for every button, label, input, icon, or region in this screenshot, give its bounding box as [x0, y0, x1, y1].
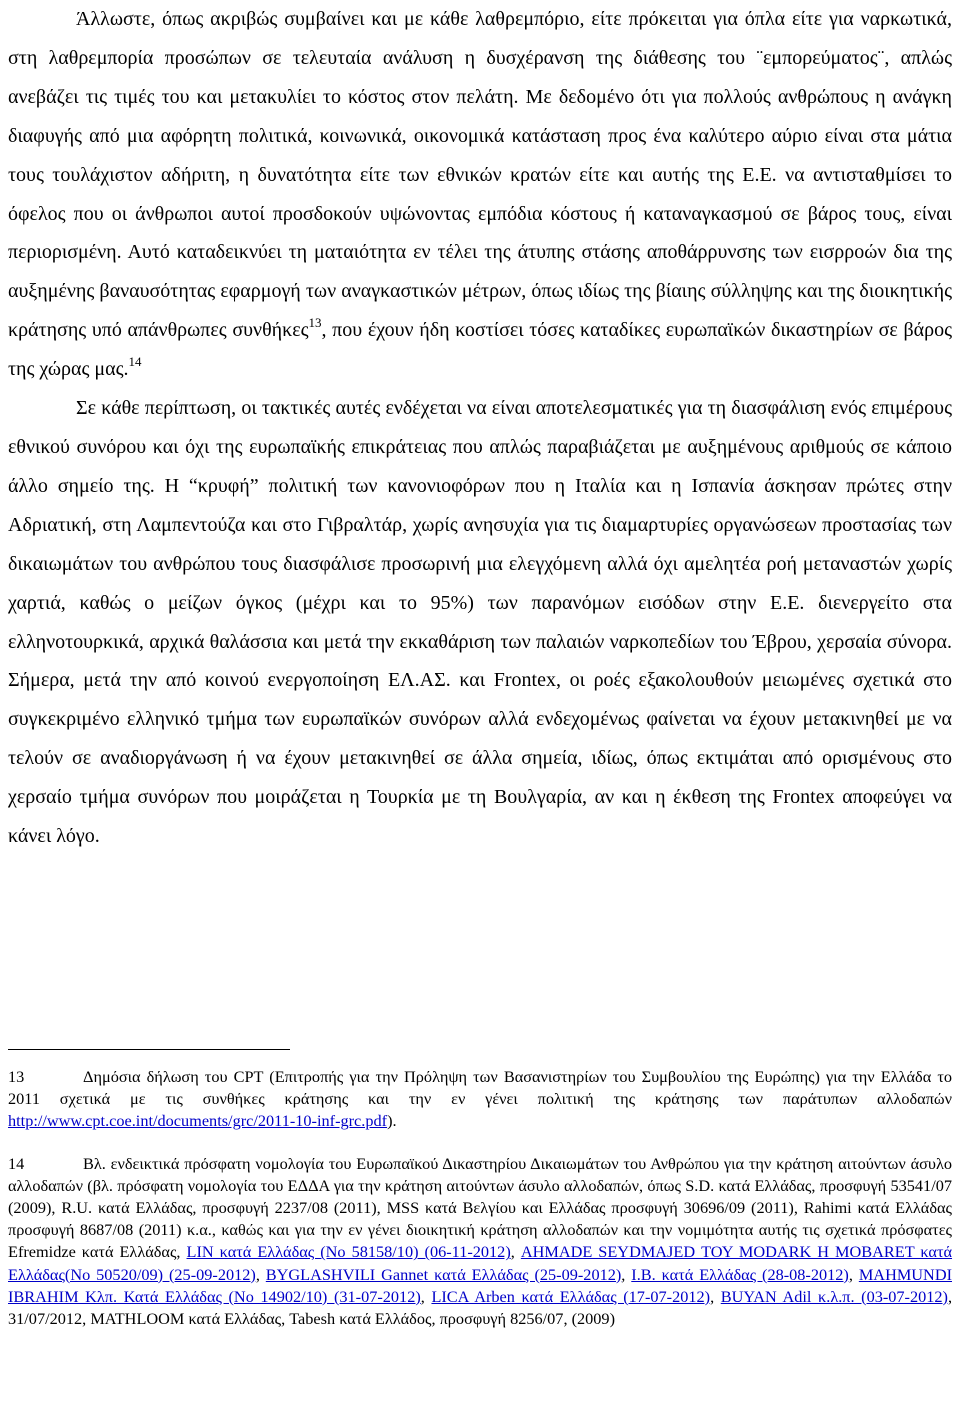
footnote-14-number: 14 [8, 1153, 25, 1173]
footnote-ref-14[interactable]: 14 [128, 354, 142, 370]
paragraph-2: Σε κάθε περίπτωση, οι τακτικές αυτές ενδέχεται να είναι αποτελεσματικές για τη διασφάλιση ενός επιμέρους εθνικού συνόρου και όχι της ευρωπαϊκής επικράτειας που απλώς παραβιάζεται με αυξημένους αριθμούς σε κάποιο άλλο σημείο της. Η “κρυφή” πολιτική των κανονιοφόρων που η Ιταλία και η Ισπανία άσκησαν πρώτες στην Αδριατική, στη Λαμπεντούζα και στο Γιβραλτάρ, χωρίς ανησυχία για τις διαμαρτυρίες οργανώσεων προστασίας των δικαιωμάτων του ανθρώπου τους διασφάλισε προσωρινή μια ελεγχόμενη αλλά όχι αμελητέα ροή μεταναστών χωρίς χαρτιά, καθώς ο μείζων όγκος (μέχρι και το 95%) των παρανόμων εισόδων στην Ε.Ε. διενεργείτο στα ελληνοτουρκικά, αρχικά θαλάσσια και μετά την εκκαθάριση των παλαιών ναρκοπεδίων του Έβρου, χερσαία σύνορα. Σήμερα, μετά την από κοινού ενεργοποίηση ΕΛ.ΑΣ. και Frontex, οι ροές εξακολουθούν μειωμένες σχετικά στο συγκεκριμένο ελληνικό τμήμα των ευρωπαϊκών συνόρων αλλά ενδεχομένως φαίνεται να έχουν μετακινηθεί με να τελούν σε αναδιοργάνωση ή να έχουν μετακινηθεί σε άλλα σημεία, ιδίως, όπως εκτιμάται από ορισμένους στο χερσαίο τμήμα συνόρων που μοιράζεται η Τουρκία με τη Βουλγαρία, αν και η έκθεση της Frontex αποφεύγει να κάνει λόγο. [8, 397, 952, 848]
footnote-14 [8, 1153, 952, 1331]
footnote-13-number: 13 [8, 1067, 25, 1086]
case-link-lin[interactable]: LIN κατά Ελλάδας (Νο 58158/10) (06-11-2012) [186, 1242, 511, 1262]
case-link-mahmundi[interactable]: MAHMUNDI IBRAHIM Κλπ. Κατά Ελλάδας (Νο 14902/10) (31-07-2012) [8, 1264, 952, 1306]
case-link-ib[interactable]: I.B. κατά Ελλάδας (28-08-2012) [631, 1264, 849, 1284]
footnote-14-tail: , 31/07/2012, MATHLOOM κατά Ελλάδας, Tabesh κατά Ελλάδος, προσφυγή 8256/07, (2009) [8, 1286, 953, 1329]
footnote-13-link[interactable]: http://www.cpt.coe.int/documents/grc/2011-10-inf-grc.pdf [8, 1111, 388, 1131]
footnote-ref-13[interactable]: 13 [308, 315, 322, 331]
separator: , [510, 1242, 521, 1262]
case-link-byglashvili[interactable]: BYGLASHVILI Gannet κατά Ελλάδας (25-09-2012) [265, 1264, 622, 1284]
case-link-lica[interactable]: LICA Arben κατά Ελλάδας (17-07-2012) [431, 1286, 711, 1306]
separator: , [848, 1264, 859, 1284]
separator: , [420, 1286, 432, 1306]
footnote-14-text: Βλ. ενδεικτικά πρόσφατη νομολογία του Ευρωπαϊκού Δικαστηρίου Δικαιωμάτων του Ανθρώπου για την κράτηση αιτούντων άσυλο αλλοδαπών (βλ. πρόσφατη νομολογία του ΕΔΔΑ για την κράτηση αιτούντων άσυλο αλλοδαπών, όπως S.D. κατά Ελλάδας, προσφυγή 53541/07 (2009), R.U. κατά Ελλάδας, προσφυγή 2237/08 (2011), MSS κατά Βελγίου και Ελλάδας προσφυγή 30696/09 (2011), Rahimi κατά Ελλάδας προσφυγή 8687/08 (2011) κ.α., καθώς και για την εν γένει διοικητική κράτηση αλλοδαπών και την νομιμότητα αυτής τις σχετικά πρόσφατες Efremidze κατά Ελλάδας, [8, 1153, 952, 1262]
case-link-ahmade[interactable]: AHMADE SEYDMAJED ΤΟΥ MODARK Η MOBARET κατά Ελλάδας(Νο 50520/09) (25-09-2012) [8, 1242, 953, 1284]
separator: , [621, 1264, 632, 1284]
separator: , [255, 1264, 266, 1284]
footnote-separator [8, 1049, 290, 1050]
paragraph-1 [8, 0, 952, 389]
document-page [8, 0, 953, 1329]
paragraph-1-text: Άλλωστε, όπως ακριβώς συμβαίνει και με κάθε λαθρεμπόριο, είτε πρόκειται για όπλα είτε για ναρκωτικά, στη λαθρεμπορία προσώπων σε τελευταία ανάλυση η δυσχέρανση της διάθεσης του ¨εμπορεύματος¨, απλώς ανεβάζει τις τιμές του και μετακυλίει το κόστος στον πελάτη. Με δεδομένο ότι για πολλούς ανθρώπους η ανάγκη διαφυγής από μια αφόρητη πολιτικά, κοινωνικά, οικονομικά κατάσταση προς ένα καλύτερο αύριο είναι στα μάτια τους τουλάχιστον αδήριτη, η δυνατότητα είτε των εθνικών κρατών είτε και αυτής της Ε.Ε. να αντισταθμίσει το όφελος που οι άνθρωποι αυτοί προσδοκούν υψώνοντας εμπόδια κόστους ή καταναγκασμού σε βάρος τους, είναι περιορισμένη. Αυτό καταδεικνύει τη ματαιότητα εν τέλει της άτυπης στάσης αποθάρρυνσης των εισρροών δια της αυξημένης βαναυσότητας εφαρμογή των αναγκαστικών μέτρων, όπως ιδίως της βίαιης σύλληψης και της διοικητικής κράτησης υπό απάνθρωπες συνθήκες [8, 8, 952, 342]
separator: , [710, 1286, 721, 1306]
footnote-13-after: ). [387, 1111, 397, 1131]
footnote-13-text: Δημόσια δήλωση του CPT (Επιτροπής για την Πρόληψη των Βασανιστηρίων του Συμβουλίου της Ευρώπης) για την Ελλάδα το 2011 σχετικά με τις συνθήκες κράτησης και την εν γένει πολιτική της κράτησης των παράτυπων αλλοδαπών [8, 1067, 952, 1109]
footnotes [8, 1066, 952, 1330]
paragraph-1-continuation: , που έχουν ήδη κοστίσει τόσες καταδίκες ευρωπαϊκών δικαστηρίων σε βάρος της χώρας μας. [8, 319, 952, 381]
case-link-buyan[interactable]: BUYAN Adil κ.λ.π. (03-07-2012) [720, 1286, 948, 1306]
footnote-13 [8, 1066, 952, 1133]
